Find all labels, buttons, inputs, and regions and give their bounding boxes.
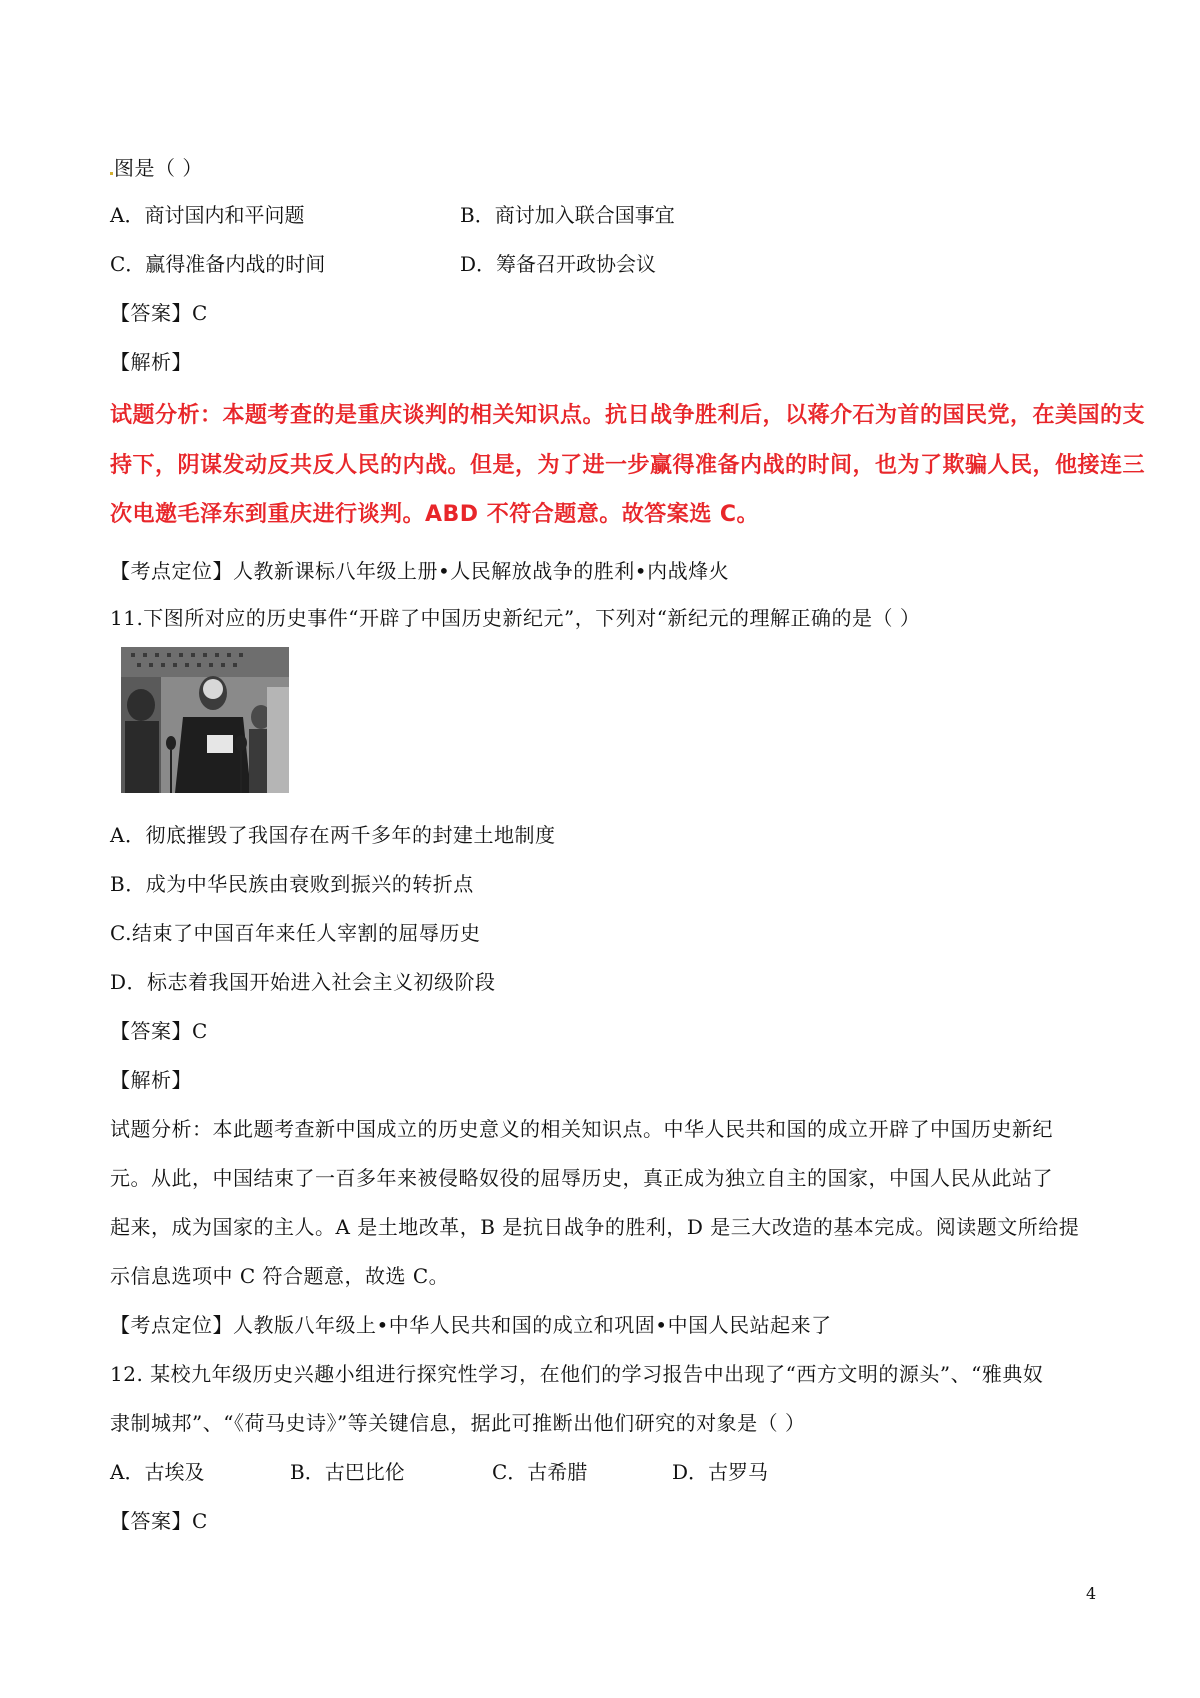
- q10-analysis-line-3: 次电邀毛泽东到重庆进行谈判。ABD 不符合题意。故答案选 C。: [110, 502, 760, 527]
- historical-photo: [121, 647, 289, 793]
- q10-analysis-heading: 【解析】: [110, 350, 192, 374]
- q10-option-c: C．赢得准备内战的时间: [110, 252, 326, 276]
- q12-answer: 【答案】C: [110, 1509, 208, 1533]
- q12-stem-line-2: 隶制城邦”、“《荷马史诗》”等关键信息，据此可推断出他们研究的对象是（ ）: [110, 1411, 806, 1435]
- q10-answer: 【答案】C: [110, 301, 208, 325]
- q11-analysis-line-2: 元。从此，中国结束了一百多年来被侵略奴役的屈辱历史，真正成为独立自主的国家，中国人民从此站了: [110, 1166, 1053, 1190]
- mark-dot: [110, 172, 113, 175]
- q11-analysis-line-1: 试题分析：本此题考查新中国成立的历史意义的相关知识点。中华人民共和国的成立开辟了中国历史新纪: [110, 1117, 1053, 1141]
- q10-option-d: D．筹备召开政协会议: [460, 252, 657, 276]
- q10-analysis-line-2: 持下，阴谋发动反共反人民的内战。但是，为了进一步赢得准备内战的时间，也为了欺骗人民，他接连三: [110, 453, 1146, 478]
- q12-option-b: B．古巴比伦: [290, 1460, 405, 1484]
- q11-analysis-line-4: 示信息选项中 C 符合题意，故选 C。: [110, 1264, 450, 1288]
- q12-option-c: C．古希腊: [492, 1460, 588, 1484]
- q11-analysis-line-3: 起来，成为国家的主人。A 是土地改革，B 是抗日战争的胜利，D 是三大改造的基本完成。阅读题文所给提: [110, 1215, 1080, 1239]
- q11-stem: 11.下图所对应的历史事件“开辟了中国历史新纪元”，下列对“新纪元的理解正确的是（ ）: [110, 606, 921, 630]
- page-number: 4: [1086, 1584, 1097, 1603]
- q11-answer: 【答案】C: [110, 1019, 208, 1043]
- q10-analysis-line-1: 试题分析：本题考查的是重庆谈判的相关知识点。抗日战争胜利后，以蒋介石为首的国民党，在美国的支: [110, 403, 1146, 428]
- q11-option-d: D．标志着我国开始进入社会主义初级阶段: [110, 970, 496, 994]
- q12-stem-line-1: 12. 某校九年级历史兴趣小组进行探究性学习，在他们的学习报告中出现了“西方文明的源头”、“雅典奴: [110, 1362, 1044, 1386]
- q11-option-c: C.结束了中国百年来任人宰割的屈辱历史: [110, 921, 481, 945]
- q10-stem-tail: 图是（ ）: [114, 156, 203, 180]
- q10-option-b: B．商讨加入联合国事宜: [460, 203, 675, 227]
- q12-option-a: A．古埃及: [110, 1460, 205, 1484]
- q11-option-a: A．彻底摧毁了我国存在两千多年的封建土地制度: [110, 823, 556, 847]
- q12-option-d: D．古罗马: [672, 1460, 769, 1484]
- q11-analysis-heading: 【解析】: [110, 1068, 192, 1092]
- q10-option-a: A．商讨国内和平问题: [110, 203, 305, 227]
- q11-option-b: B．成为中华民族由衰败到振兴的转折点: [110, 872, 474, 896]
- q10-kaodian: 【考点定位】人教新课标八年级上册•人民解放战争的胜利•内战烽火: [110, 559, 730, 583]
- q11-kaodian: 【考点定位】人教版八年级上•中华人民共和国的成立和巩固•中国人民站起来了: [110, 1313, 832, 1337]
